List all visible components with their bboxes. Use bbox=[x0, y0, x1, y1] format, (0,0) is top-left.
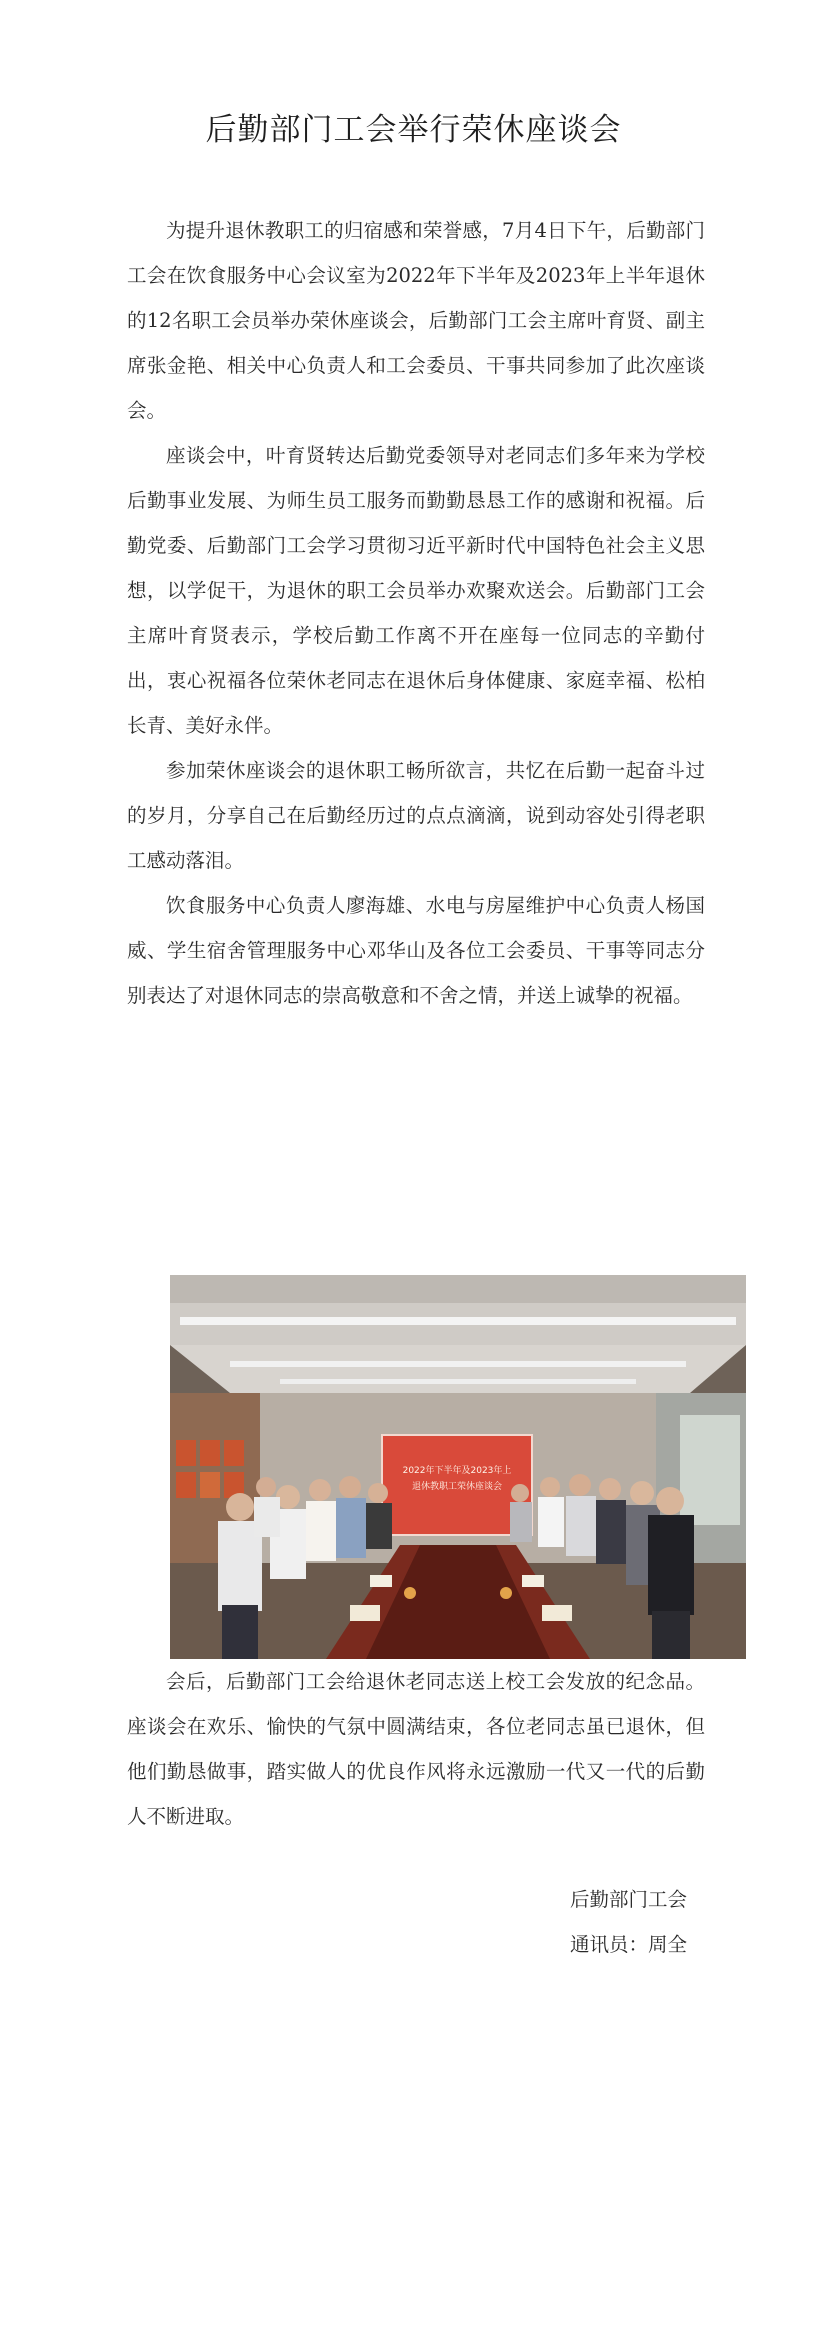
signature-reporter: 通讯员：周全 bbox=[570, 1933, 688, 1956]
article-body bbox=[127, 208, 705, 1018]
meeting-group-photo bbox=[170, 1275, 746, 1659]
screen-text-2: 退休教职工荣休座谈会 bbox=[411, 1482, 503, 1492]
article-closing bbox=[127, 1659, 705, 1839]
signature-organization: 后勤部门工会 bbox=[570, 1888, 688, 1911]
closing-paragraph: 会后，后勤部门工会给退休老同志送上校工会发放的纪念品。座谈会在欢乐、愉快的气氛中圆满结束，各位老同志虽已退休，但他们勤恳做事，踏实做人的优良作风将永远激励一代又一代的后勤人不断进取。 bbox=[127, 1670, 705, 1828]
paragraph-3: 参加荣休座谈会的退休职工畅所欲言，共忆在后勤一起奋斗过的岁月，分享自己在后勤经历过的点点滴滴，说到动容处引得老职工感动落泪。 bbox=[127, 759, 705, 872]
paragraph-4: 饮食服务中心负责人廖海雄、水电与房屋维护中心负责人杨国威、学生宿舍管理服务中心邓华山及各位工会委员、干事等同志分别表达了对退休同志的崇高敬意和不舍之情，并送上诚挚的祝福。 bbox=[127, 894, 705, 1007]
screen-text-1: 2022年下半年及2023年上 bbox=[402, 1466, 512, 1476]
paragraph-1: 为提升退休教职工的归宿感和荣誉感，7月4日下午，后勤部门工会在饮食服务中心会议室为2022年下半年及2023年上半年退休的12名职工会员举办荣休座谈会，后勤部门工会主席叶育贤、副主席张金艳、相关中心负责人和工会委员、干事共同参加了此次座谈会。 bbox=[127, 219, 705, 422]
signature-block bbox=[570, 1877, 710, 1967]
paragraph-2: 座谈会中，叶育贤转达后勤党委领导对老同志们多年来为学校后勤事业发展、为师生员工服务而勤勤恳恳工作的感谢和祝福。后勤党委、后勤部门工会学习贯彻习近平新时代中国特色社会主义思想，以学促干，为退休的职工会员举办欢聚欢送会。后勤部门工会主席叶育贤表示，学校后勤工作离不开在座每一位同志的辛勤付出，衷心祝福各位荣休老同志在退休后身体健康、家庭幸福、松柏长青、美好永伴。 bbox=[127, 444, 705, 737]
article-title: 后勤部门工会举行荣休座谈会 bbox=[205, 112, 622, 148]
